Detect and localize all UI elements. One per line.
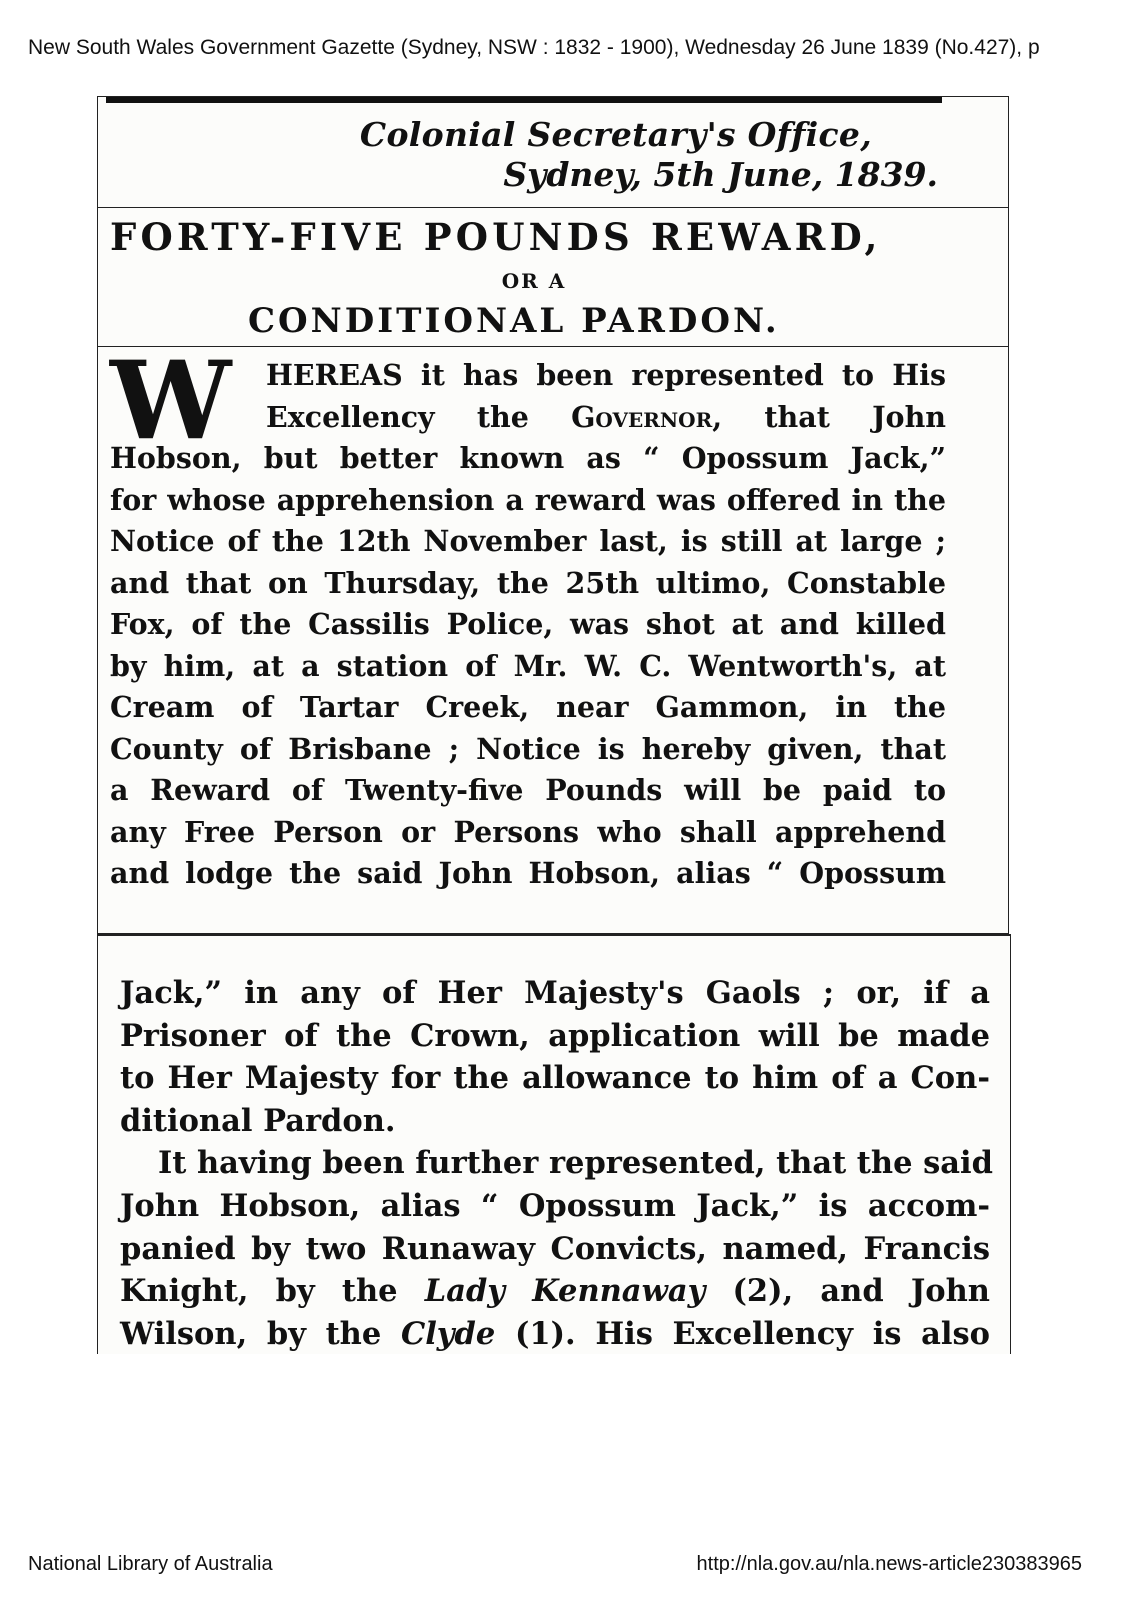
text-line: Prisoner of the Crown, application will be made (120, 1017, 990, 1054)
text-line: County of Brisbane ; Notice is hereby given, that (110, 731, 946, 766)
text-line: Notice of the 12th November last, is still at large ; (110, 524, 946, 558)
text-line: to Her Majesty for the allowance to him of a Con- (120, 1060, 990, 1097)
text-line: Hobson, but better known as “ Opossum Jack,” (110, 441, 946, 475)
text-line: Wilson, by the Clyde (1). His Excellency is also (120, 1315, 990, 1352)
text-line: a Reward of Twenty-five Pounds will be paid to (110, 773, 946, 807)
footer-library: National Library of Australia (28, 1553, 273, 1575)
text-line: and lodge the said John Hobson, alias “ Opossum (110, 856, 946, 890)
text-line: Jack,” in any of Her Majesty's Gaols ; or, if a (120, 975, 990, 1011)
source-citation: New South Wales Government Gazette (Sydney, NSW : 1832 - 1900), Wednesday 26 June 1839 (No.427), p (28, 36, 1040, 59)
text-line: Cream of Tartar Creek, near Gammon, in the (110, 690, 946, 724)
text-line: John Hobson, alias “ Opossum Jack,” is accom- (120, 1187, 990, 1224)
office-section (98, 97, 1008, 208)
text-line: panied by two Runaway Convicts, named, Francis (120, 1230, 990, 1267)
text-line: Knight, by the Lady Kennaway (2), and John (120, 1273, 990, 1310)
governor-smallcaps: Governor (571, 399, 713, 434)
text-line: any Free Person or Persons who shall apprehend (110, 814, 946, 849)
text-line: Fox, of the Cassilis Police, was shot at and killed (110, 607, 946, 641)
text-line: It having been further represented, that the said (158, 1145, 993, 1182)
text-line: HEREAS it has been represented to His (266, 358, 946, 392)
footer-article-url[interactable]: http://nla.gov.au/nla.news-article230383965 (696, 1553, 1082, 1575)
text-line: Excellency the Governor, that John (266, 399, 947, 434)
pardon-title: CONDITIONAL PARDON. (248, 301, 780, 341)
office-date: Sydney, 5th June, 1839. (503, 155, 938, 194)
clipping-upper (97, 96, 1009, 934)
ship-name: Clyde (400, 1315, 496, 1352)
reward-title: FORTY-FIVE POUNDS REWARD, (110, 215, 882, 259)
text-line: and that on Thursday, the 25th ultimo, Constable (110, 565, 946, 600)
ship-name: Lady Kennaway (424, 1273, 706, 1310)
office-heading: Colonial Secretary's Office, (359, 115, 872, 154)
notice-body-part1 (110, 338, 947, 895)
drop-cap: W (110, 338, 228, 464)
clipping-lower (97, 934, 1011, 1354)
text-line: for whose apprehension a reward was offered in the (110, 482, 946, 517)
title-connector: OR A (501, 269, 567, 293)
text-line: by him, at a station of Mr. W. C. Wentworth's, at (110, 648, 946, 683)
text-line: ditional Pardon. (120, 1102, 396, 1139)
title-section (98, 207, 1008, 347)
notice-body-part2 (120, 972, 993, 1355)
